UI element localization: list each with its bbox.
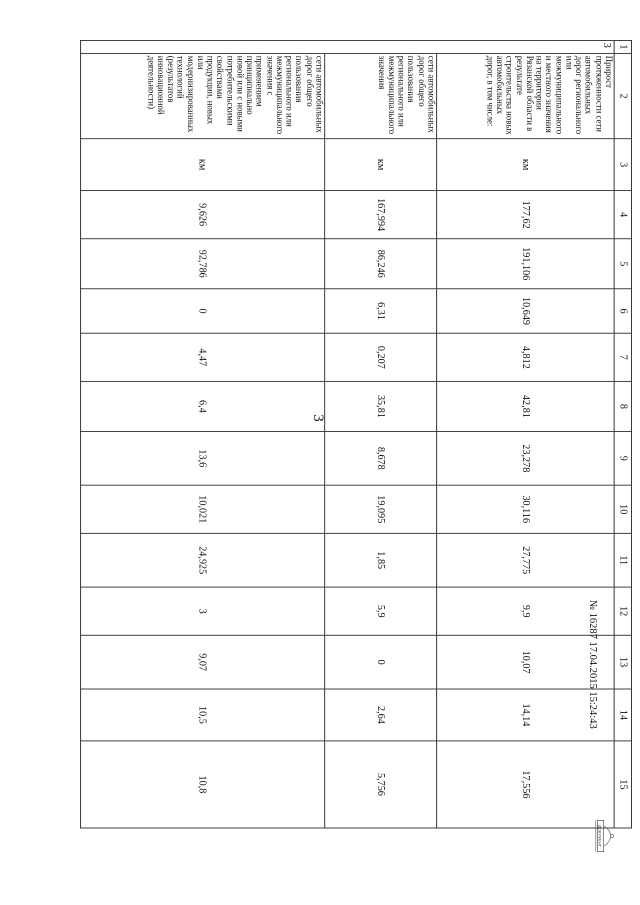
value-cell: 0 bbox=[81, 289, 325, 333]
header-cell: 6 bbox=[614, 289, 631, 333]
value-cell: 0 bbox=[325, 635, 437, 689]
header-cell: 13 bbox=[614, 635, 631, 689]
value-cell: 42,81 bbox=[437, 381, 615, 431]
header-cell: 8 bbox=[614, 381, 631, 431]
value-cell: 10,8 bbox=[81, 741, 325, 828]
indicator-name-cell: Прирост протяженности сети автомобильных дорог регионального или межмуниципального и местного значения на территории Рязанской области в результате строительства новых автомобильных дорог, в том числе: bbox=[437, 53, 615, 138]
value-cell: 6,31 bbox=[325, 289, 437, 333]
value-cell: 17,556 bbox=[437, 741, 615, 828]
header-cell: 4 bbox=[614, 191, 631, 239]
header-cell: 15 bbox=[614, 741, 631, 828]
value-cell: 30,116 bbox=[437, 485, 615, 533]
header-cell: 3 bbox=[614, 139, 631, 191]
unit-cell: км bbox=[325, 139, 437, 191]
value-cell: 10,649 bbox=[437, 289, 615, 333]
header-cell: 10 bbox=[614, 485, 631, 533]
value-cell: 9,9 bbox=[437, 587, 615, 635]
value-cell: 10,5 bbox=[81, 689, 325, 741]
page-number: 3 bbox=[310, 414, 326, 422]
header-cell: 12 bbox=[614, 587, 631, 635]
value-cell: 14,14 bbox=[437, 689, 615, 741]
value-cell: 1,85 bbox=[325, 533, 437, 587]
header-cell: 5 bbox=[614, 239, 631, 289]
stamp-text: ДОКУМЕНТ bbox=[597, 824, 603, 848]
header-cell: 14 bbox=[614, 689, 631, 741]
indicator-name-cell: сети автомобильных дорог общего пользования регионального или межмуниципального значения bbox=[325, 53, 437, 138]
header-cell: 11 bbox=[614, 533, 631, 587]
data-table bbox=[80, 40, 632, 828]
value-cell: 4,812 bbox=[437, 333, 615, 381]
value-cell: 5,9 bbox=[325, 587, 437, 635]
header-cell: 9 bbox=[614, 431, 631, 485]
table-row bbox=[81, 40, 325, 828]
value-cell: 6,4 bbox=[81, 381, 325, 431]
document-stamp-icon bbox=[583, 818, 629, 854]
value-cell: 13,6 bbox=[81, 431, 325, 485]
value-cell: 92,786 bbox=[81, 239, 325, 289]
row-number-cell: 3 bbox=[81, 40, 615, 53]
value-cell: 167,994 bbox=[325, 191, 437, 239]
value-cell: 177,62 bbox=[437, 191, 615, 239]
value-cell: 4,47 bbox=[81, 333, 325, 381]
value-cell: 10,07 bbox=[437, 635, 615, 689]
value-cell: 191,106 bbox=[437, 239, 615, 289]
unit-cell: км bbox=[81, 139, 325, 191]
indicator-name-cell: сети автомобильных дорог общего пользования регионального или межмуниципального значения с применением принципиально новой или с новыми потребительскими свойствами продукции, новых или модернизированных технологий (результатов инновационной деятельности) bbox=[81, 53, 325, 138]
value-cell: 19,095 bbox=[325, 485, 437, 533]
value-cell: 5,756 bbox=[325, 741, 437, 828]
value-cell: 10,021 bbox=[81, 485, 325, 533]
value-cell: 9,07 bbox=[81, 635, 325, 689]
unit-cell: км bbox=[437, 139, 615, 191]
value-cell: 8,678 bbox=[325, 431, 437, 485]
header-cell: 7 bbox=[614, 333, 631, 381]
table-row bbox=[325, 40, 437, 828]
data-table-container bbox=[82, 40, 632, 799]
value-cell: 35,81 bbox=[325, 381, 437, 431]
value-cell: 24,925 bbox=[81, 533, 325, 587]
value-cell: 9,626 bbox=[81, 191, 325, 239]
header-cell: 1 bbox=[614, 40, 631, 53]
value-cell: 3 bbox=[81, 587, 325, 635]
document-registration-footer: № 16287 17.04.2015 15:24:43 bbox=[587, 600, 598, 729]
header-row bbox=[614, 40, 631, 828]
value-cell: 86,246 bbox=[325, 239, 437, 289]
value-cell: 23,278 bbox=[437, 431, 615, 485]
header-cell: 2 bbox=[614, 53, 631, 138]
value-cell: 27,775 bbox=[437, 533, 615, 587]
value-cell: 2,64 bbox=[325, 689, 437, 741]
value-cell: 0,207 bbox=[325, 333, 437, 381]
